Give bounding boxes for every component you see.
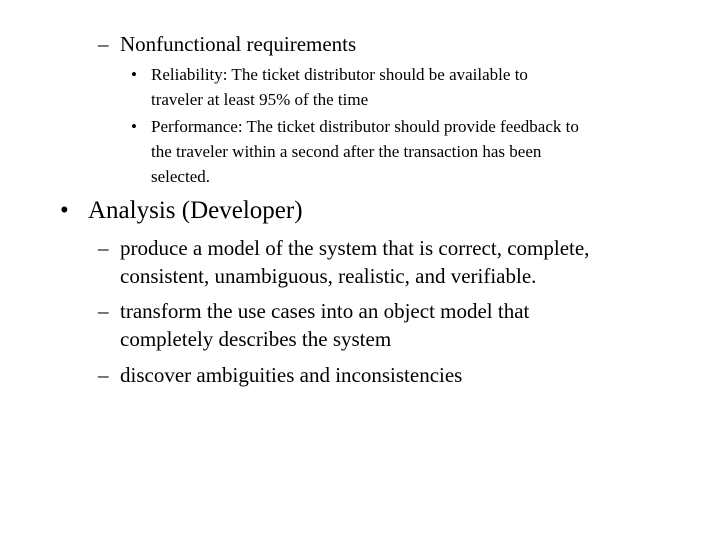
bullet-marker: • [60,197,69,224]
produce-model-line-2: consistent, unambiguous, realistic, and verifiable. [120,264,537,288]
transform-line-1: transform the use cases into an object model that [120,299,530,323]
dash-marker: – [98,363,109,387]
bullet-marker: • [131,117,137,136]
dash-marker: – [98,236,109,260]
nonfunctional-heading: Nonfunctional requirements [120,32,357,56]
performance-line-3: selected. [151,167,210,186]
reliability-line-2: traveler at least 95% of the time [151,90,369,109]
bullet-marker: • [131,65,137,84]
analysis-heading: Analysis (Developer) [88,197,303,224]
dash-marker: – [98,32,109,56]
reliability-line-1: Reliability: The ticket distributor should be available to [151,65,528,84]
performance-line-2: the traveler within a second after the transaction has been [151,142,542,161]
performance-line-1: Performance: The ticket distributor should provide feedback to [151,117,579,136]
dash-marker: – [98,299,109,323]
transform-line-2: completely describes the system [120,327,392,351]
discover-line-1: discover ambiguities and inconsistencies [120,363,463,387]
produce-model-line-1: produce a model of the system that is correct, complete, [120,236,590,260]
